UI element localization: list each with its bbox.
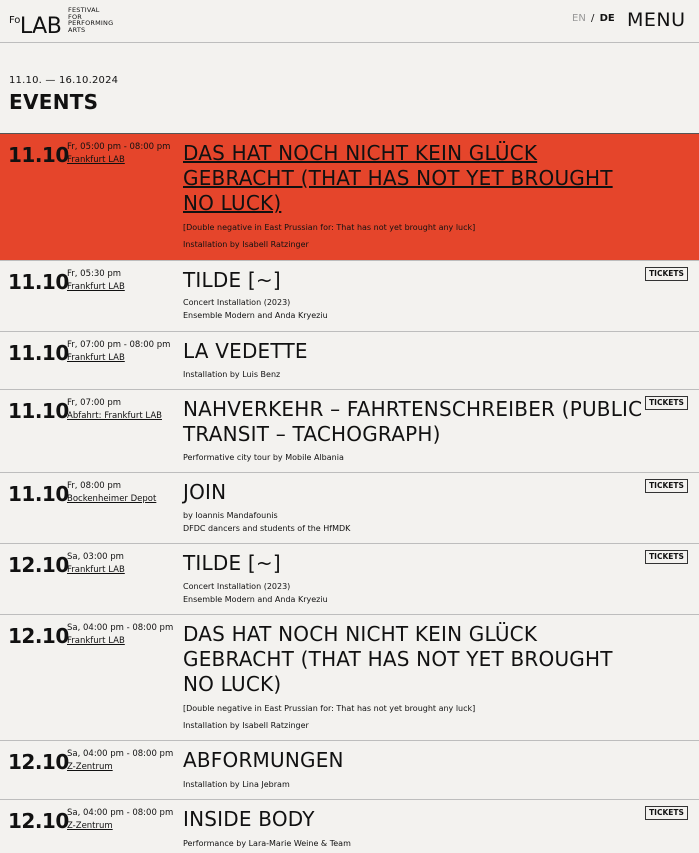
event-credit: DFDC dancers and students of the HfMDK [183,524,351,533]
event-date: 11.10 [8,270,69,294]
event-subtitle: Installation by Lina Jebram [183,780,290,789]
event-time: Sa, 03:00 pm [67,552,124,562]
event-subtitle: Concert Installation (2023) [183,298,291,307]
event-venue-link[interactable]: Frankfurt LAB [67,282,125,292]
logo-line: PERFORMING [68,19,114,28]
event-subtitle: Performative city tour by Mobile Albania [183,453,344,462]
event-row[interactable] [0,389,699,472]
event-time: Fr, 07:00 pm - 08:00 pm [67,340,171,350]
event-title-link[interactable]: DAS HAT NOCH NICHT KEIN GLÜCK GEBRACHT (THAT HAS NOT YET BROUGHT NO LUCK) [183,622,613,696]
tickets-button[interactable]: TICKETS [645,396,688,410]
tickets-button[interactable]: TICKETS [645,267,688,281]
event-row[interactable] [0,614,699,740]
event-date: 12.10 [8,624,69,648]
event-title-link[interactable]: INSIDE BODY [183,807,315,831]
logo[interactable] [9,6,114,39]
event-row[interactable] [0,472,699,543]
logo-line: ARTS [68,25,86,34]
event-venue-link[interactable]: Abfahrt: Frankfurt LAB [67,411,162,421]
event-date: 11.10 [8,482,69,506]
event-subtitle: Performance by Lara-Marie Weine & Team [183,839,351,848]
tickets-button[interactable]: TICKETS [645,550,688,564]
event-date: 12.10 [8,809,69,833]
tickets-button[interactable]: TICKETS [645,479,688,493]
event-subtitle: Installation by Luis Benz [183,370,281,379]
event-venue-link[interactable]: Z-Zentrum [67,762,113,772]
event-subtitle: Concert Installation (2023) [183,582,291,591]
event-row[interactable] [0,740,699,799]
event-row[interactable] [0,799,699,853]
event-venue-link[interactable]: Frankfurt LAB [67,565,125,575]
logo-line: FESTIVAL [68,6,100,14]
event-time: Sa, 04:00 pm - 08:00 pm [67,749,174,759]
event-time: Fr, 05:30 pm [67,269,122,279]
event-title-link[interactable]: DAS HAT NOCH NICHT KEIN GLÜCK GEBRACHT (THAT HAS NOT YET BROUGHT NO LUCK) [183,141,613,215]
event-date: 11.10 [8,143,69,167]
lang-en-link[interactable]: EN [572,13,586,24]
event-subtitle: by Ioannis Mandafounis [183,511,278,520]
logo-tagline [68,7,128,33]
site-header [0,0,699,43]
event-credit: Ensemble Modern and Anda Kryeziu [183,311,328,320]
event-venue-link[interactable]: Z-Zentrum [67,821,113,831]
event-time: Sa, 04:00 pm - 08:00 pm [67,623,174,633]
event-title-link[interactable]: TILDE [~] [183,268,281,292]
event-subtitle: [Double negative in East Prussian for: That has not yet brought any luck] [183,223,476,232]
event-date: 11.10 [8,341,69,365]
event-title-link[interactable]: TILDE [~] [183,551,281,575]
date-range: 11.10. — 16.10.2024 [9,75,119,86]
event-row[interactable] [0,260,699,331]
event-subtitle: [Double negative in East Prussian for: That has not yet brought any luck] [183,704,476,713]
logo-line: FOR [68,12,82,21]
lang-de-link[interactable]: DE [599,13,615,24]
event-venue-link[interactable]: Frankfurt LAB [67,353,125,363]
event-title-link[interactable]: ABFORMUNGEN [183,748,344,772]
event-row[interactable] [0,133,699,260]
event-time: Fr, 05:00 pm - 08:00 pm [67,142,171,152]
page-title: EVENTS [9,90,99,114]
event-date: 12.10 [8,750,69,774]
event-credit: Ensemble Modern and Anda Kryeziu [183,595,328,604]
logo-main: LAB [19,14,62,39]
menu-button[interactable]: MENU [627,9,686,31]
logo-mark [9,16,61,38]
event-date: 12.10 [8,553,69,577]
event-title-link[interactable]: LA VEDETTE [183,339,308,363]
event-row[interactable] [0,331,699,389]
event-row[interactable] [0,543,699,614]
event-credit: Installation by Isabell Ratzinger [183,721,309,730]
language-switcher [572,13,615,24]
logo-prefix: F [9,15,15,26]
event-time: Fr, 08:00 pm [67,481,122,491]
event-title-link[interactable]: JOIN [183,480,227,504]
event-title-link[interactable]: NAHVERKEHR – FAHRTENSCHREIBER (PUBLIC TRANSIT – TACHOGRAPH) [183,397,643,446]
event-venue-link[interactable]: Frankfurt LAB [67,155,125,165]
event-venue-link[interactable]: Frankfurt LAB [67,636,125,646]
tickets-button[interactable]: TICKETS [645,806,688,820]
event-credit: Installation by Isabell Ratzinger [183,240,309,249]
event-venue-link[interactable]: Bockenheimer Depot [67,494,157,504]
event-time: Fr, 07:00 pm [67,398,122,408]
lang-separator: / [591,13,595,24]
event-time: Sa, 04:00 pm - 08:00 pm [67,808,174,818]
event-date: 11.10 [8,399,69,423]
logo-sup: o [14,15,20,26]
